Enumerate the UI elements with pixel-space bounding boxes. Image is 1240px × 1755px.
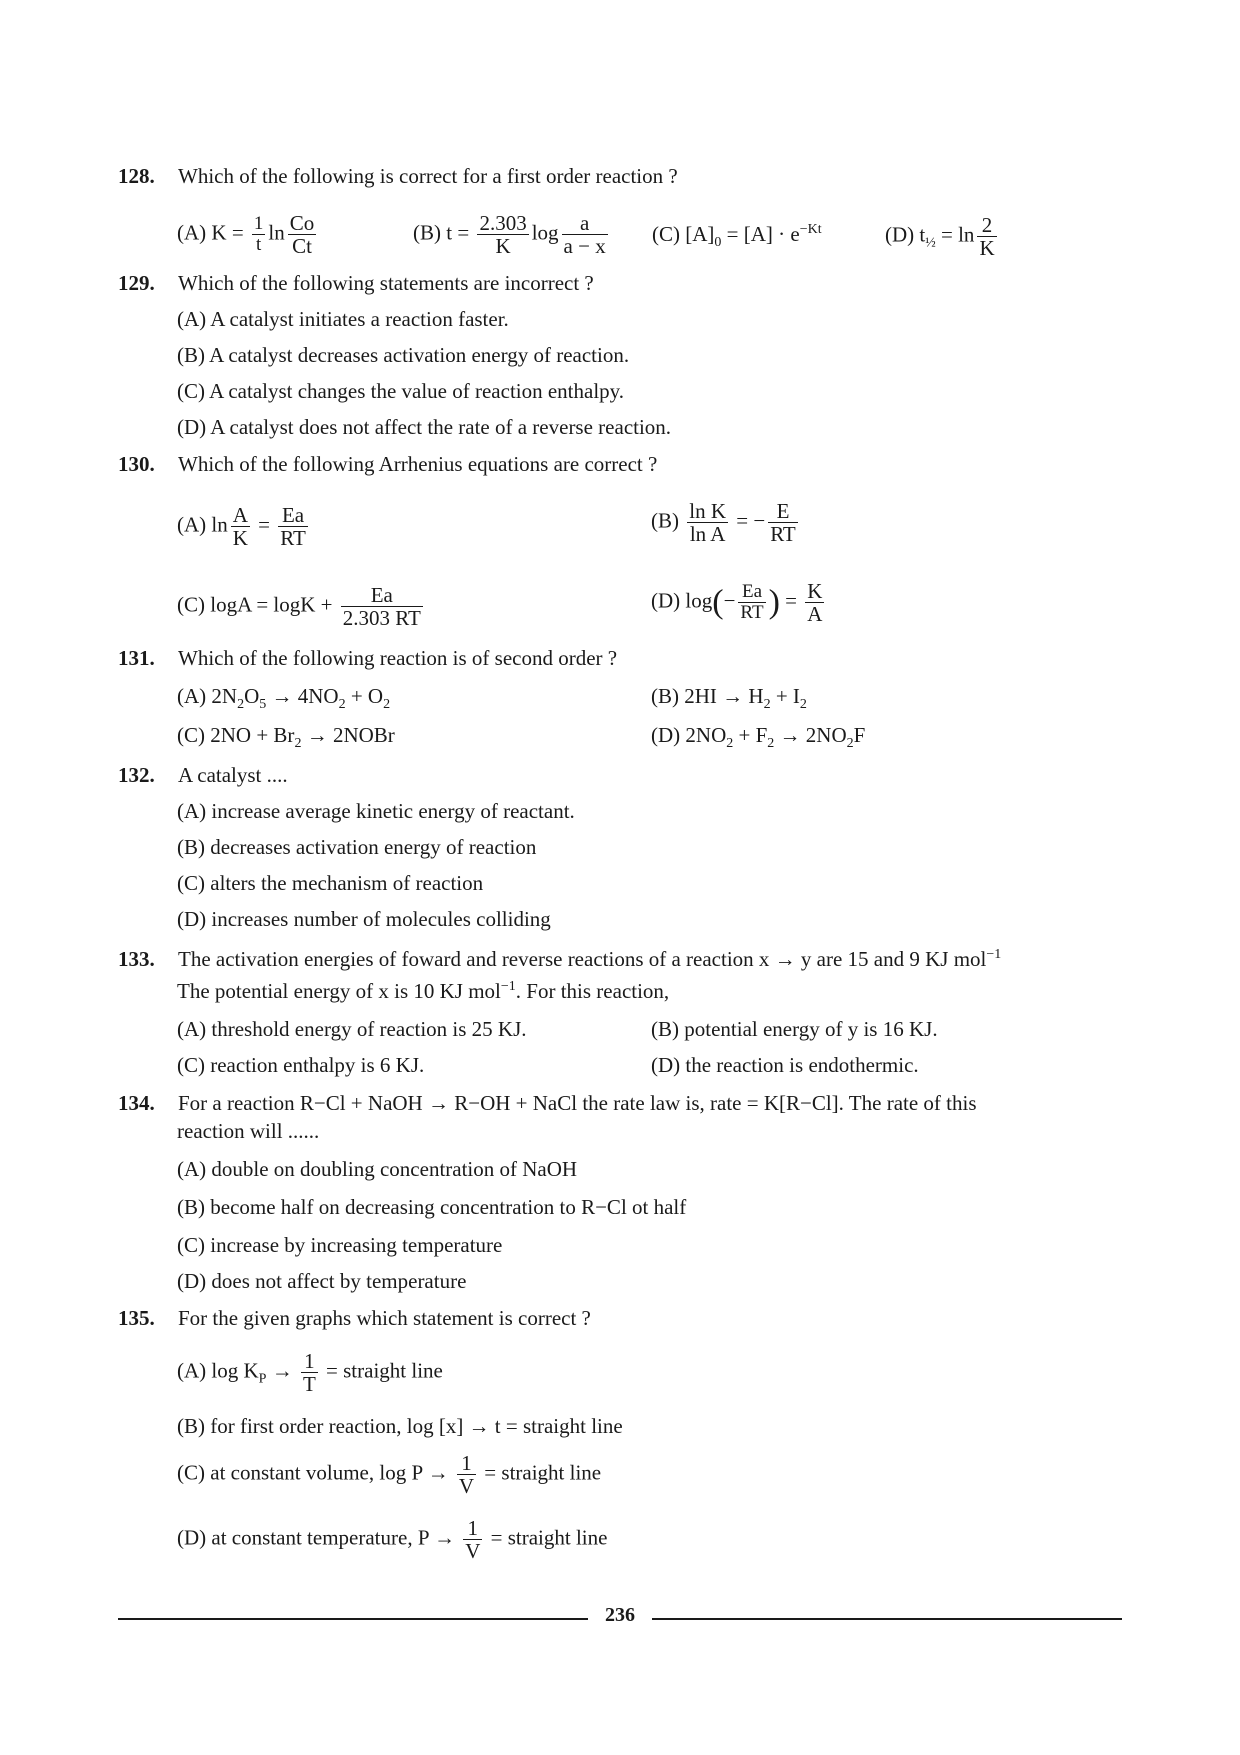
footer-rule-right: [652, 1618, 1122, 1620]
option-130-d: (D) log(− $\frac{Ea}{RT}$ ) = $\frac{K}{A}$: [651, 579, 823, 627]
option-128-d: (D) $t_{\frac{1}{2}} = \ln$ $\frac{2}{K}$: [885, 213, 995, 261]
option-132-d: (D) increases number of molecules colliding: [177, 907, 551, 931]
option-133-d: (D) the reaction is endothermic.: [651, 1053, 919, 1077]
fraction: $\frac{1}{V}$: [458, 1451, 475, 1499]
question-text: For a reaction R−Cl + NaOH → R−OH + NaCl the rate law is, rate = K[R−Cl]. The rate of this: [178, 1091, 977, 1115]
option-133-a: (A) threshold energy of reaction is 25 KJ.: [177, 1017, 527, 1041]
option-135-d: (D) at constant temperature, P → $\frac{1}{V}$ = straight line: [177, 1516, 608, 1564]
option-129-c: (C) A catalyst changes the value of reaction enthalpy.: [177, 379, 625, 403]
option-132-b: (B) decreases activation energy of reaction: [177, 835, 537, 859]
question-134-line2: reaction will ......: [177, 1119, 320, 1143]
option-129-b: (B) A catalyst decreases activation energy of reaction.: [177, 343, 630, 367]
option-128-a: (A) K = $\frac{1}{t}$ ln $\frac{Co}{Ct}$: [177, 211, 315, 259]
question-text: Which of the following statements are incorrect ?: [178, 271, 594, 295]
fraction: $\frac{1}{V}$: [465, 1516, 481, 1564]
fraction: $\frac{A}{K}$: [232, 503, 248, 551]
fraction: $\frac{\text{ln K}}{\text{ln A}}$: [689, 499, 726, 547]
option-131-a: (A) $2N_2O_5 \to 4NO_2 + O_2$: [177, 684, 391, 713]
option-135-c: (C) at constant volume, log P → $\frac{1}{V}$ = straight line: [177, 1451, 602, 1499]
page-number: 236: [605, 1604, 635, 1626]
option-135-a: (A) $\log K_P$ → $\frac{1}{T}$ = straight line: [177, 1349, 443, 1397]
option-134-c: (C) increase by increasing temperature: [177, 1233, 503, 1257]
question-text: Which of the following reaction is of second order ?: [178, 646, 618, 670]
option-130-c: (C) logA = logK + $\frac{Ea}{2.303 RT}$: [177, 583, 421, 631]
option-133-b: (B) potential energy of y is 16 KJ.: [651, 1017, 938, 1041]
question-number: 135.: [118, 1306, 155, 1330]
option-129-d: (D) A catalyst does not affect the rate of a reverse reaction.: [177, 415, 672, 439]
option-131-b: (B) $2HI \to H_2 + I_2$: [651, 684, 807, 713]
question-133-line2: The potential energy of x is 10 KJ mol$^{-1}$. For this reaction,: [177, 979, 670, 1003]
question-128: [118, 164, 678, 189]
fraction: $\frac{Ea}{RT}$: [740, 581, 764, 624]
question-number: 129.: [118, 271, 155, 295]
fraction: $\frac{K}{A}$: [807, 579, 823, 627]
question-text: For the given graphs which statement is correct ?: [178, 1306, 591, 1330]
question-text: The activation energies of foward and reverse reactions of a reaction x → y are 15 and 9 KJ mol: [178, 947, 987, 971]
option-129-a: (A) A catalyst initiates a reaction faster.: [177, 307, 509, 331]
question-135: [118, 1306, 591, 1331]
question-129: [118, 271, 594, 296]
option-128-c: (C) $[A]_0 = [A] \cdot e^{-Kt}$: [652, 222, 822, 251]
question-number: 134.: [118, 1091, 155, 1115]
fraction: $\frac{1}{t}$: [253, 213, 264, 256]
fraction: $\frac{1}{T}$: [302, 1349, 316, 1397]
question-text: Which of the following is correct for a first order reaction ?: [178, 164, 678, 188]
question-number: 131.: [118, 646, 155, 670]
option-131-c: (C) $2NO + Br_2$ → 2NOBr: [177, 723, 395, 752]
question-number: 132.: [118, 763, 155, 787]
fraction: $\frac{2.303}{K}$: [479, 211, 527, 259]
option-132-a: (A) increase average kinetic energy of reactant.: [177, 799, 575, 823]
option-132-c: (C) alters the mechanism of reaction: [177, 871, 484, 895]
question-text: A catalyst ....: [178, 763, 288, 787]
fraction: $\frac{Ea}{2.303 RT}$: [342, 583, 421, 631]
question-133: 133. The activation energies of foward and reverse reactions of a reaction x → y are 15 and 9 KJ mol$^{-1}$: [118, 947, 1002, 971]
question-130: [118, 452, 657, 477]
option-134-d: (D) does not affect by temperature: [177, 1269, 467, 1293]
option-130-b: (B) $\frac{\text{ln K}}{\text{ln A}}$ = − $\frac{E}{RT}$: [651, 499, 796, 547]
fraction: $\frac{2}{K}$: [979, 213, 995, 261]
option-135-b: (B) for first order reaction, log [x] → t = straight line: [177, 1414, 623, 1438]
question-number: 128.: [118, 164, 155, 188]
option-128-b: (B) t = $\frac{2.303}{K}$ log $\frac{a}{a - x}$: [413, 211, 606, 259]
option-134-b: (B) become half on decreasing concentration to R−Cl ot half: [177, 1195, 687, 1219]
fraction: $\frac{a}{a - x}$: [563, 211, 606, 259]
question-134: [118, 1091, 977, 1116]
fraction: $\frac{Co}{Ct}$: [289, 211, 315, 259]
option-134-a: (A) double on doubling concentration of NaOH: [177, 1157, 578, 1181]
option-133-c: (C) reaction enthalpy is 6 KJ.: [177, 1053, 425, 1077]
option-131-d: (D) $2NO_2 + F_2 \to 2NO_2F$: [651, 723, 866, 752]
question-131: [118, 646, 617, 671]
fraction: $\frac{E}{RT}$: [770, 499, 796, 547]
fraction: $\frac{Ea}{RT}$: [280, 503, 306, 551]
option-130-a: (A) ln $\frac{A}{K}$ = $\frac{Ea}{RT}$: [177, 503, 306, 551]
question-text: Which of the following Arrhenius equations are correct ?: [178, 452, 658, 476]
page-footer: [118, 1604, 1122, 1634]
question-number: 133.: [118, 947, 155, 971]
question-number: 130.: [118, 452, 155, 476]
question-132: [118, 763, 288, 788]
